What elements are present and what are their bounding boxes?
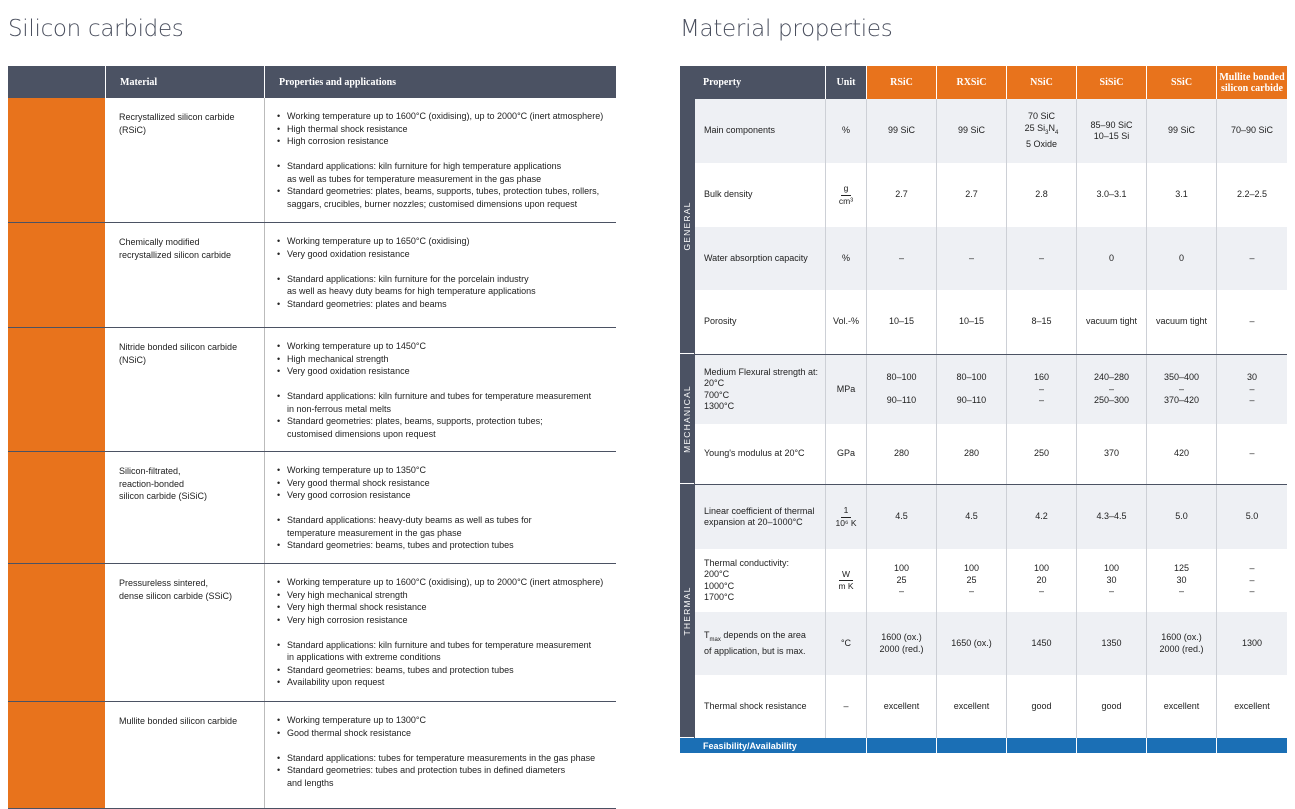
value-cell: –	[1006, 227, 1076, 290]
value-cell: 4.5	[866, 485, 936, 549]
property-row	[694, 484, 1287, 549]
value-cell: 420	[1146, 424, 1216, 484]
application-item: • Standard applications: heavy-duty beams as well as tubes for temperature measurement in the gas phase	[277, 514, 616, 539]
material-name: Mullite bonded silicon carbide	[119, 716, 238, 726]
unit-cell: –	[825, 675, 866, 738]
value-cell: 100 20 –	[1006, 549, 1076, 612]
application-item: • Standard geometries: beams, tubes and protection tubes	[277, 539, 616, 552]
value-cell: 3.0–3.1	[1076, 163, 1146, 227]
applications-list	[277, 639, 616, 689]
header-material-rsic: RSiC	[866, 66, 936, 99]
property-name: Young's modulus at 20°C	[694, 424, 825, 484]
application-item: • Standard applications: tubes for temperature measurements in the gas phase	[277, 752, 616, 765]
value-cell: 1600 (ox.) 2000 (red.)	[1146, 612, 1216, 675]
unit-fraction	[839, 183, 853, 207]
applications-list	[277, 514, 616, 552]
value-cell: 99 SiC	[936, 99, 1006, 163]
application-item: • Standard applications: kiln furniture and tubes for temperature measurement in non-ferrous metal melts	[277, 390, 616, 415]
value-cell: excellent	[1216, 675, 1287, 738]
value-cell: 0	[1146, 227, 1216, 290]
applications-list	[277, 273, 616, 311]
header-material-mullite: Mullite bonded silicon carbide	[1216, 66, 1287, 99]
value-cell: 5.0	[1216, 485, 1287, 549]
property-name: Linear coefficient of thermal expansion at 20–1000°C	[694, 485, 825, 549]
value-cell: 1450	[1006, 612, 1076, 675]
orange-marker	[8, 98, 105, 222]
value-cell: 8–15	[1006, 290, 1076, 354]
value-cell: 1650 (ox.)	[936, 612, 1006, 675]
property-name: Porosity	[694, 290, 825, 354]
value-cell: 350–400 – 370–420	[1146, 355, 1216, 424]
header-property: Property	[694, 66, 825, 99]
properties-list	[277, 110, 616, 148]
value-cell: – – –	[1216, 549, 1287, 612]
property-item: • Very high corrosion resistance	[277, 614, 616, 627]
property-name: Thermal shock resistance	[694, 675, 825, 738]
material-name: Nitride bonded silicon carbide (NSiC)	[119, 342, 238, 365]
material-properties-table	[680, 66, 1287, 753]
value-cell: good	[1006, 675, 1076, 738]
unit-cell: °C	[825, 612, 866, 675]
table-row	[8, 702, 616, 809]
value-cell: excellent	[866, 675, 936, 738]
value-cell: excellent	[1146, 675, 1216, 738]
orange-marker	[8, 223, 105, 327]
property-item: • Very good corrosion resistance	[277, 489, 616, 502]
application-item: • Standard geometries: plates and beams	[277, 298, 616, 311]
property-row	[694, 99, 1287, 163]
unit-cell	[825, 163, 866, 227]
property-item: • Very good oxidation resistance	[277, 365, 616, 378]
value-cell: 1350	[1076, 612, 1146, 675]
properties-cell	[264, 564, 616, 701]
unit-cell: %	[825, 99, 866, 163]
value-cell: excellent	[936, 675, 1006, 738]
property-item: • Working temperature up to 1450°C	[277, 340, 616, 353]
property-item: • High mechanical strength	[277, 353, 616, 366]
section-labels	[680, 99, 694, 738]
value-cell: 280	[936, 424, 1006, 484]
value-cell: –	[1216, 424, 1287, 484]
properties-cell	[264, 702, 616, 808]
header-material-rxsic: RXSiC	[936, 66, 1006, 99]
properties-cell	[264, 223, 616, 327]
value-cell: 99 SiC	[1146, 99, 1216, 163]
silicon-carbides-table	[8, 66, 616, 809]
property-item: • Working temperature up to 1600°C (oxidising), up to 2000°C (inert atmosphere)	[277, 110, 616, 123]
value-cell: 4.5	[936, 485, 1006, 549]
unit-numerator: 1	[841, 505, 852, 518]
property-item: • Working temperature up to 1650°C (oxidising)	[277, 235, 616, 248]
property-row	[694, 424, 1287, 484]
unit-cell: Vol.-%	[825, 290, 866, 354]
material-name: Pressureless sintered, dense silicon carbide (SSiC)	[119, 578, 233, 601]
property-name: Main components	[694, 99, 825, 163]
value-cell: 80–100 90–110	[936, 355, 1006, 424]
value-cell: 0	[1076, 227, 1146, 290]
value-cell: 2.7	[936, 163, 1006, 227]
application-item: • Standard geometries: beams, tubes and protection tubes	[277, 664, 616, 677]
properties-list	[277, 576, 616, 626]
value-cell: 250	[1006, 424, 1076, 484]
properties-list	[277, 714, 616, 739]
section-thermal: THERMAL	[680, 484, 694, 738]
properties-rows	[694, 99, 1287, 738]
value-cell: 125 30 –	[1146, 549, 1216, 612]
table-row	[8, 328, 616, 452]
property-item: • Very good thermal shock resistance	[277, 477, 616, 490]
property-row	[694, 163, 1287, 227]
property-item: • Very high mechanical strength	[277, 589, 616, 602]
value-cell: 2.2–2.5	[1216, 163, 1287, 227]
application-item: • Standard applications: kiln furniture for the porcelain industry as well as heavy duty beams for high temperature applications	[277, 273, 616, 298]
property-name: Bulk density	[694, 163, 825, 227]
value-cell: 160 – –	[1006, 355, 1076, 424]
application-item: • Availability upon request	[277, 676, 616, 689]
value-cell: 1300	[1216, 612, 1287, 675]
value-cell: 3.1	[1146, 163, 1216, 227]
properties-cell	[264, 328, 616, 451]
unit-denominator: 10⁶ K	[835, 517, 857, 528]
table-row	[8, 564, 616, 702]
value-cell: 100 25 –	[936, 549, 1006, 612]
property-item: • Working temperature up to 1300°C	[277, 714, 616, 727]
value-cell: –	[1216, 227, 1287, 290]
header-section	[680, 66, 694, 99]
table-row	[8, 98, 616, 223]
table-header	[680, 66, 1287, 99]
value-cell: 4.2	[1006, 485, 1076, 549]
property-row	[694, 290, 1287, 354]
value-cell: 80–100 90–110	[866, 355, 936, 424]
section-general: GENERAL	[680, 99, 694, 354]
unit-numerator: W	[839, 569, 853, 582]
header-properties: Properties and applications	[264, 66, 616, 98]
value-cell: good	[1076, 675, 1146, 738]
orange-marker	[8, 328, 105, 451]
table-row	[8, 223, 616, 328]
property-name: Water absorption capacity	[694, 227, 825, 290]
property-item: • Good thermal shock resistance	[277, 727, 616, 740]
feasibility-footer	[680, 738, 1287, 753]
header-unit: Unit	[825, 66, 866, 99]
silicon-carbides-title: Silicon carbides	[8, 16, 184, 42]
unit-cell	[825, 549, 866, 612]
value-cell: 99 SiC	[866, 99, 936, 163]
applications-list	[277, 752, 616, 790]
property-row	[694, 227, 1287, 290]
value-cell: 2.8	[1006, 163, 1076, 227]
property-row	[694, 612, 1287, 675]
value-cell: 2.7	[866, 163, 936, 227]
property-item: • High corrosion resistance	[277, 135, 616, 148]
value-cell: –	[936, 227, 1006, 290]
application-item: • Standard geometries: plates, beams, supports, tubes, protection tubes, rollers, saggars, crucibles, burner nozzles; customised dimensions upon request	[277, 185, 616, 210]
header-material-ssic: SSiC	[1146, 66, 1216, 99]
value-cell: 5.0	[1146, 485, 1216, 549]
property-name: Thermal conductivity: 200°C 1000°C 1700°C	[694, 549, 825, 612]
section-mechanical: MECHANICAL	[680, 354, 694, 484]
table-body	[8, 98, 616, 809]
properties-list	[277, 464, 616, 502]
orange-marker	[8, 564, 105, 701]
property-item: • High thermal shock resistance	[277, 123, 616, 136]
properties-cell	[264, 98, 616, 222]
unit-fraction	[836, 505, 857, 529]
value-cell: 85–90 SiC 10–15 Si	[1076, 99, 1146, 163]
unit-cell: %	[825, 227, 866, 290]
header-blank	[8, 66, 105, 98]
unit-fraction	[838, 569, 853, 593]
property-item: • Working temperature up to 1350°C	[277, 464, 616, 477]
value-cell: –	[1216, 290, 1287, 354]
value-cell: 10–15	[866, 290, 936, 354]
properties-list	[277, 340, 616, 378]
properties-cell	[264, 452, 616, 563]
table-row	[8, 452, 616, 564]
value-cell: 370	[1076, 424, 1146, 484]
property-row	[694, 675, 1287, 738]
header-material-nsic: NSiC	[1006, 66, 1076, 99]
unit-cell	[825, 485, 866, 549]
orange-marker	[8, 452, 105, 563]
unit-cell: GPa	[825, 424, 866, 484]
material-name: Silicon-filtrated, reaction-bonded silicon carbide (SiSiC)	[119, 466, 208, 501]
application-item: • Standard geometries: plates, beams, supports, protection tubes; customised dimensions upon request	[277, 415, 616, 440]
material-properties-title: Material properties	[680, 16, 893, 42]
value-cell: 100 25 –	[866, 549, 936, 612]
application-item: • Standard applications: kiln furniture and tubes for temperature measurement in applications with extreme conditions	[277, 639, 616, 664]
application-item: • Standard geometries: tubes and protection tubes in defined diameters and lengths	[277, 764, 616, 789]
value-cell: 100 30 –	[1076, 549, 1146, 612]
value-cell: 280	[866, 424, 936, 484]
property-row	[694, 549, 1287, 612]
unit-numerator: g	[841, 183, 852, 196]
value-cell: vacuum tight	[1076, 290, 1146, 354]
feasibility-label: Feasibility/Availability	[703, 740, 797, 751]
property-item: • Very high thermal shock resistance	[277, 601, 616, 614]
unit-denominator: m K	[838, 581, 854, 591]
applications-list	[277, 160, 616, 210]
property-row	[694, 354, 1287, 424]
value-cell: vacuum tight	[1146, 290, 1216, 354]
unit-cell: MPa	[825, 355, 866, 424]
orange-marker	[8, 702, 105, 808]
unit-denominator: cm³	[838, 195, 854, 206]
header-material-sisic: SiSiC	[1076, 66, 1146, 99]
value-cell: 10–15	[936, 290, 1006, 354]
application-item: • Standard applications: kiln furniture for high temperature applications as well as tubes for temperature measurement in the gas phase	[277, 160, 616, 185]
material-name: Chemically modified recrystallized silicon carbide	[119, 237, 232, 260]
property-item: • Very good oxidation resistance	[277, 248, 616, 261]
header-material: Material	[105, 66, 264, 98]
value-cell: 70 SiC 25 $Si_3N_4$ 5 Oxide	[1006, 99, 1076, 163]
properties-list	[277, 235, 616, 260]
value-cell: –	[866, 227, 936, 290]
property-item: • Working temperature up to 1600°C (oxidising), up to 2000°C (inert atmosphere)	[277, 576, 616, 589]
property-name: Medium Flexural strength at: 20°C 700°C 1300°C	[694, 355, 825, 424]
value-cell: 240–280 – 250–300	[1076, 355, 1146, 424]
table-header	[8, 66, 616, 98]
value-cell: 30 – –	[1216, 355, 1287, 424]
value-cell: 1600 (ox.) 2000 (red.)	[866, 612, 936, 675]
property-name: $T_{max}$ depends on the area of application, but is max.	[694, 612, 825, 675]
value-cell: 70–90 SiC	[1216, 99, 1287, 163]
applications-list	[277, 390, 616, 440]
material-name: Recrystallized silicon carbide (RSiC)	[119, 112, 235, 135]
value-cell: 4.3–4.5	[1076, 485, 1146, 549]
